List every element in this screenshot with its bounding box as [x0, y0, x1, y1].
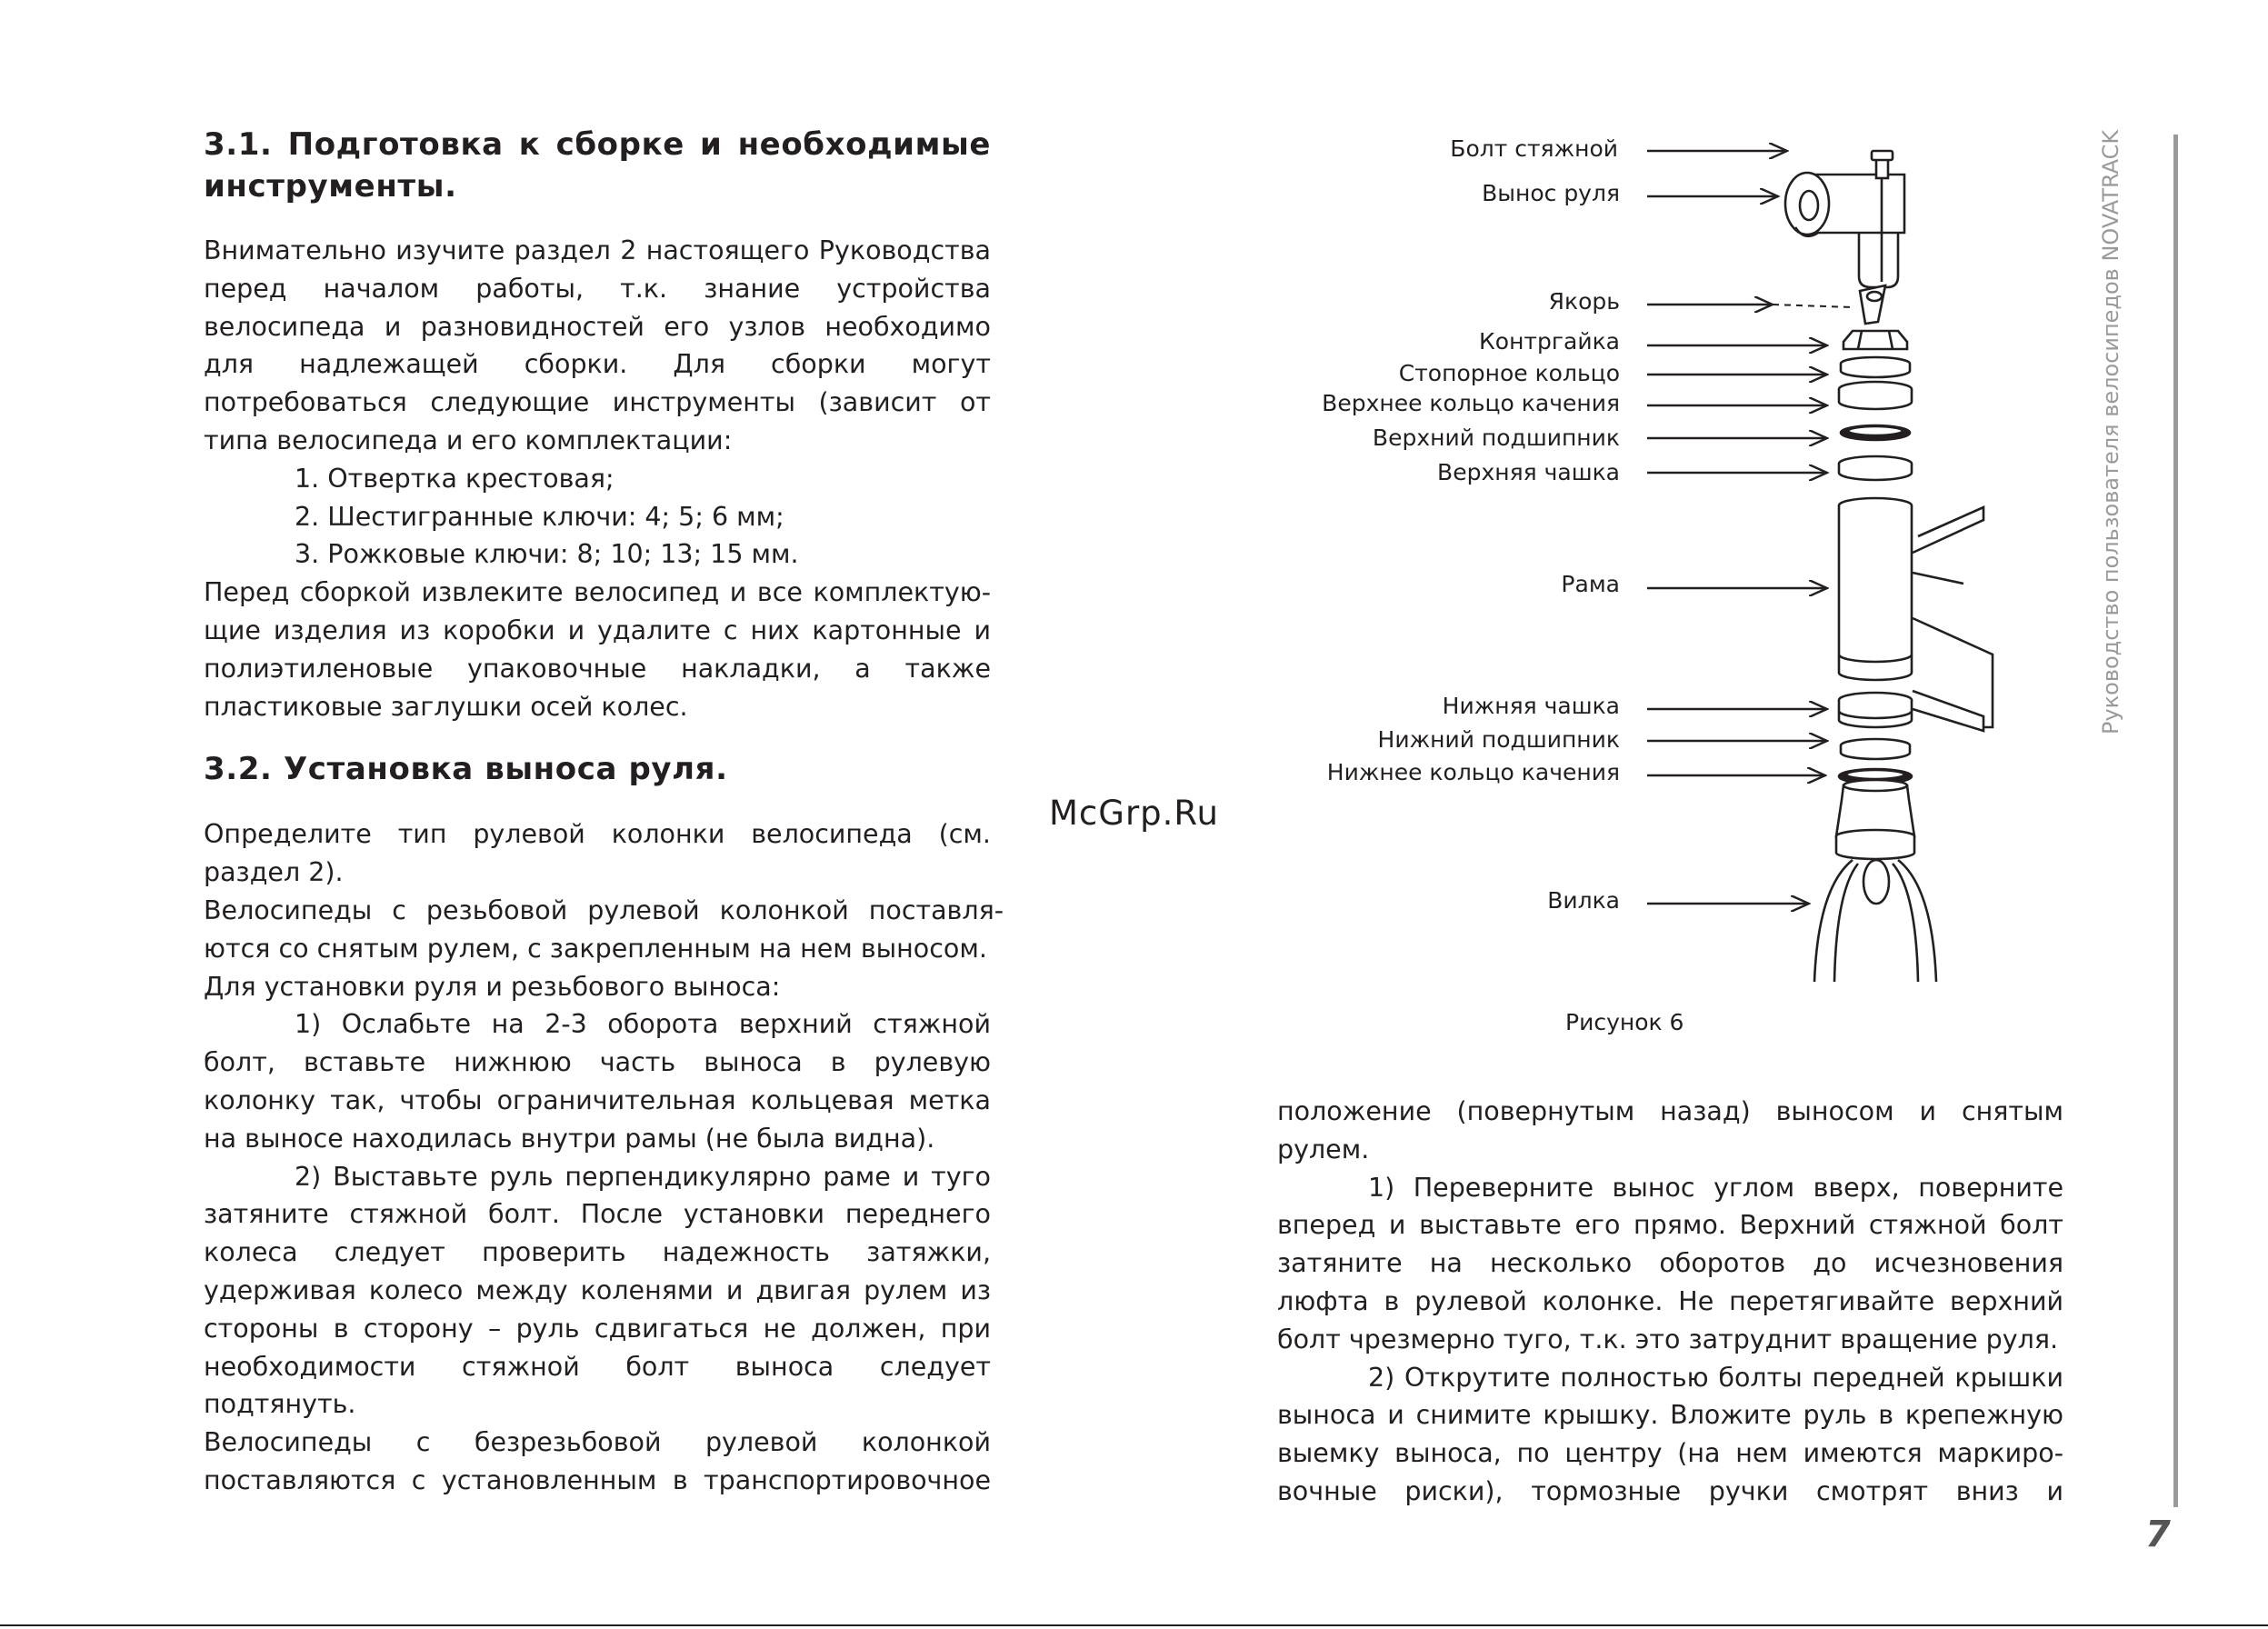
anchor-drawing	[1860, 285, 1885, 324]
lock-ring-drawing	[1841, 357, 1910, 377]
stem-drawing	[1785, 151, 1904, 287]
upper-race-drawing	[1839, 382, 1912, 409]
right-column	[1277, 1093, 2063, 1511]
lower-cup-drawing	[1839, 693, 1912, 727]
label-locknut: Контргайка	[1479, 328, 1620, 355]
right-step1: 1) Переверните вынос углом вверх, поверните вперед и выставьте его прямо. Верхний стяжной болт затяните на несколько оборотов до исчезновения люфта в рулевой колонке. Не перетягивайте верхний болт чрезмерно туго, т.к. это затруднит вращение руля.	[1277, 1172, 2063, 1354]
figure-6-headset-diagram	[1309, 109, 2018, 1036]
watermark: McGrp.Ru	[1049, 794, 1219, 833]
label-fork: Вилка	[1547, 887, 1620, 914]
page-number: 7	[2145, 1514, 2171, 1555]
tool-item: 2. Шестигранные ключи: 4; 5; 6 мм;	[295, 501, 784, 532]
label-stem: Вынос руля	[1482, 180, 1620, 206]
side-rule	[2173, 135, 2178, 1507]
section-3-1-heading: 3.1. Подготовка к сборке и необходимые инструменты.	[204, 126, 991, 205]
label-lower-cup: Нижняя чашка	[1442, 693, 1620, 719]
upper-cup-drawing	[1839, 456, 1912, 480]
side-title: Руководство пользователя велосипедов NOVATRACK	[2098, 129, 2123, 735]
section-3-2-p2: Велосипеды с резьбовой рулевой колонкой поставля- ются со снятым рулем, с закрепленным на нем выносом.	[204, 894, 1004, 964]
label-lower-race: Нижнее кольцо качения	[1326, 759, 1620, 785]
section-3-2-p3: Для установки руля и резьбового выноса:	[204, 971, 781, 1002]
section-3-1-intro: Внимательно изучите раздел 2 настоящего Руководства перед началом работы, т.к. знание устройства велосипеда и разновидностей его узлов необходимо для надлежащей сборки. Для сборки могут потребоваться следующие инструменты (зависит от типа велосипеда и его комплектации:	[204, 235, 991, 455]
right-p1: положение (повернутым назад) выносом и снятым рулем.	[1277, 1096, 2063, 1164]
tool-item: 3. Рожковые ключи: 8; 10; 13; 15 мм.	[295, 539, 799, 570]
label-lower-bearing: Нижний подшипник	[1377, 726, 1620, 753]
section-3-2-p4: Велосипеды с безрезьбовой рулевой колонкой поставляются с установленным в транспортировочное	[204, 1427, 991, 1495]
label-upper-cup: Верхняя чашка	[1437, 459, 1620, 485]
leader-arrows	[1647, 151, 1827, 904]
left-column	[204, 124, 1004, 1500]
figure-caption: Рисунок 6	[1565, 1009, 1684, 1035]
section-3-2-step2: 2) Выставьте руль перпендикулярно раме и туго затяните стяжной болт. После установки переднего колеса следует проверить надежность затяжки, удерживая колесо между коленями и двигая рулем из стороны в сторону – руль сдвигаться не должен, при необходимости стяжной болт выноса следует подтянуть.	[204, 1161, 991, 1420]
fork-drawing	[1814, 780, 1936, 982]
label-bolt: Болт стяжной	[1450, 135, 1618, 162]
anchor-dashed-line	[1773, 305, 1853, 307]
label-anchor: Якорь	[1548, 288, 1620, 315]
label-frame: Рама	[1561, 571, 1620, 597]
section-3-2-p1: Определите тип рулевой колонки велосипеда (см. раздел 2).	[204, 819, 991, 888]
upper-bearing-drawing	[1841, 425, 1910, 440]
label-upper-bearing: Верхний подшипник	[1372, 425, 1620, 451]
headset-parts	[1785, 151, 1993, 982]
label-upper-race: Верхнее кольцо качения	[1322, 390, 1620, 416]
section-3-1-unpack: Перед сборкой извлеките велосипед и все комплектую- щие изделия из коробки и удалите с них картонные и полиэтиленовые упаковочные накладки, а также пластиковые заглушки осей колес.	[204, 577, 991, 722]
right-step2: 2) Открутите полностью болты передней крышки выноса и снимите крышку. Вложите руль в крепежную выемку выноса, по центру (на нем имеются маркиро- вочные риски), тормозные ручки смотрят вниз и	[1277, 1362, 2063, 1506]
bottom-border	[0, 1624, 2268, 1626]
section-3-2-step1: 1) Ослабьте на 2-3 оборота верхний стяжной болт, вставьте нижнюю часть выноса в рулевую колонку так, чтобы ограничительная кольцевая метка на выносе находилась внутри рамы (не была видна).	[204, 1009, 991, 1154]
label-lock-ring: Стопорное кольцо	[1398, 360, 1620, 386]
tool-item: 1. Отвертка крестовая;	[295, 463, 614, 494]
section-3-2-heading: 3.2. Установка выноса руля.	[204, 751, 728, 788]
locknut-drawing	[1843, 331, 1907, 349]
lower-bearing-drawing	[1841, 739, 1910, 759]
